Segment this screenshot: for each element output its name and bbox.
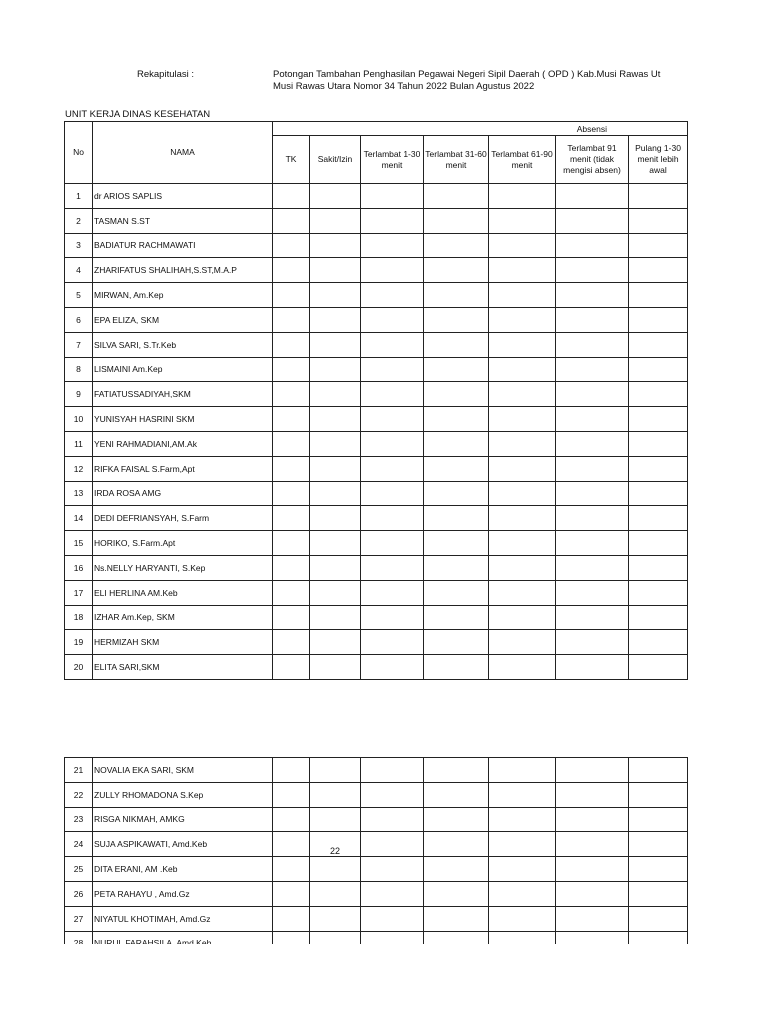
row-number: 9 xyxy=(65,382,93,407)
cell-t91 xyxy=(556,555,629,580)
cell-t31 xyxy=(424,456,489,481)
cell-t91 xyxy=(556,531,629,556)
cell-t91 xyxy=(556,283,629,308)
cell-pulang xyxy=(629,258,688,283)
row-number: 11 xyxy=(65,431,93,456)
col-header-no: No xyxy=(65,122,93,184)
cell-t61 xyxy=(489,605,556,630)
cell-tk xyxy=(273,555,310,580)
cell-t91 xyxy=(556,832,629,857)
row-number: 27 xyxy=(65,906,93,931)
cell-tk xyxy=(273,258,310,283)
row-number: 3 xyxy=(65,233,93,258)
table-row xyxy=(65,506,688,531)
cell-pulang xyxy=(629,857,688,882)
cell-tk xyxy=(273,407,310,432)
cell-tk xyxy=(273,184,310,209)
table-row xyxy=(65,481,688,506)
cell-t91 xyxy=(556,233,629,258)
cell-t1 xyxy=(361,555,424,580)
cell-tk xyxy=(273,233,310,258)
cell-t61 xyxy=(489,407,556,432)
cell-t91 xyxy=(556,481,629,506)
cell-t61 xyxy=(489,307,556,332)
row-name: YUNISYAH HASRINI SKM xyxy=(93,407,273,432)
table-row xyxy=(65,857,688,882)
table-body-page-1 xyxy=(65,184,688,680)
cell-t91 xyxy=(556,758,629,783)
col-header-absensi: Absensi xyxy=(273,122,688,136)
row-name: NOVALIA EKA SARI, SKM xyxy=(93,758,273,783)
cell-t91 xyxy=(556,258,629,283)
cell-t31 xyxy=(424,184,489,209)
cell-t31 xyxy=(424,407,489,432)
row-name: LISMAINI Am.Kep xyxy=(93,357,273,382)
table-row xyxy=(65,233,688,258)
row-name: DEDI DEFRIANSYAH, S.Farm xyxy=(93,506,273,531)
cell-t31 xyxy=(424,208,489,233)
cell-sakit xyxy=(310,580,361,605)
cell-pulang xyxy=(629,832,688,857)
row-name: MIRWAN, Am.Kep xyxy=(93,283,273,308)
cell-pulang xyxy=(629,807,688,832)
cell-sakit xyxy=(310,506,361,531)
table-row xyxy=(65,307,688,332)
cell-t1 xyxy=(361,382,424,407)
cell-sakit xyxy=(310,881,361,906)
cell-t91 xyxy=(556,630,629,655)
cell-t91 xyxy=(556,208,629,233)
cell-t31 xyxy=(424,307,489,332)
row-name: dr ARIOS SAPLIS xyxy=(93,184,273,209)
cell-tk xyxy=(273,531,310,556)
table-row xyxy=(65,580,688,605)
cell-pulang xyxy=(629,655,688,680)
cell-tk xyxy=(273,832,310,857)
cell-t61 xyxy=(489,857,556,882)
cell-t91 xyxy=(556,605,629,630)
cell-t61 xyxy=(489,258,556,283)
cell-t91 xyxy=(556,407,629,432)
cell-t1 xyxy=(361,407,424,432)
table-row xyxy=(65,332,688,357)
cell-t1 xyxy=(361,481,424,506)
cell-t1 xyxy=(361,807,424,832)
cell-tk xyxy=(273,382,310,407)
row-number: 12 xyxy=(65,456,93,481)
cell-tk xyxy=(273,807,310,832)
cell-t1 xyxy=(361,506,424,531)
table-row xyxy=(65,782,688,807)
cell-t91 xyxy=(556,357,629,382)
row-number: 1 xyxy=(65,184,93,209)
cell-t31 xyxy=(424,531,489,556)
row-number: 22 xyxy=(65,782,93,807)
cell-t1 xyxy=(361,184,424,209)
cell-t31 xyxy=(424,506,489,531)
cell-t31 xyxy=(424,382,489,407)
cell-t61 xyxy=(489,630,556,655)
cell-pulang xyxy=(629,881,688,906)
row-number: 18 xyxy=(65,605,93,630)
cell-t1 xyxy=(361,832,424,857)
cell-tk xyxy=(273,431,310,456)
cell-pulang xyxy=(629,332,688,357)
cell-t91 xyxy=(556,506,629,531)
row-number: 4 xyxy=(65,258,93,283)
cell-pulang xyxy=(629,782,688,807)
row-number: 16 xyxy=(65,555,93,580)
cell-tk xyxy=(273,481,310,506)
cell-t61 xyxy=(489,531,556,556)
cell-sakit xyxy=(310,233,361,258)
cell-t31 xyxy=(424,655,489,680)
cell-t61 xyxy=(489,832,556,857)
cell-t1 xyxy=(361,307,424,332)
table-body-page-2 xyxy=(65,758,688,956)
cell-t91 xyxy=(556,184,629,209)
cell-t91 xyxy=(556,807,629,832)
cell-sakit xyxy=(310,481,361,506)
cell-tk xyxy=(273,332,310,357)
cell-t31 xyxy=(424,782,489,807)
row-name: ELITA SARI,SKM xyxy=(93,655,273,680)
table-row xyxy=(65,758,688,783)
cell-t61 xyxy=(489,906,556,931)
cell-pulang xyxy=(629,481,688,506)
cell-t31 xyxy=(424,758,489,783)
col-header-pulang-awal: Pulang 1-30 menit lebih awal xyxy=(629,136,688,184)
cell-pulang xyxy=(629,506,688,531)
cell-t91 xyxy=(556,307,629,332)
cell-t61 xyxy=(489,357,556,382)
cell-sakit xyxy=(310,456,361,481)
cell-t91 xyxy=(556,906,629,931)
col-header-terlambat-1-30: Terlambat 1-30 menit xyxy=(361,136,424,184)
row-name: NIYATUL KHOTIMAH, Amd.Gz xyxy=(93,906,273,931)
cell-t1 xyxy=(361,655,424,680)
table-row xyxy=(65,431,688,456)
cell-sakit xyxy=(310,431,361,456)
cell-pulang xyxy=(629,630,688,655)
table-row xyxy=(65,382,688,407)
cell-pulang xyxy=(629,307,688,332)
cell-sakit xyxy=(310,258,361,283)
cell-t31 xyxy=(424,807,489,832)
col-header-terlambat-31-60: Terlambat 31-60 menit xyxy=(424,136,489,184)
cell-tk xyxy=(273,630,310,655)
cell-t1 xyxy=(361,258,424,283)
cell-t61 xyxy=(489,782,556,807)
cell-tk xyxy=(273,307,310,332)
row-name: YENI RAHMADIANI,AM.Ak xyxy=(93,431,273,456)
cell-t1 xyxy=(361,431,424,456)
cell-t61 xyxy=(489,456,556,481)
row-number: 10 xyxy=(65,407,93,432)
cell-tk xyxy=(273,857,310,882)
cell-t1 xyxy=(361,357,424,382)
cell-t1 xyxy=(361,630,424,655)
cell-t31 xyxy=(424,283,489,308)
cell-pulang xyxy=(629,208,688,233)
table-row xyxy=(65,655,688,680)
cell-pulang xyxy=(629,431,688,456)
table-row xyxy=(65,605,688,630)
cell-sakit xyxy=(310,283,361,308)
cell-t61 xyxy=(489,881,556,906)
table-row xyxy=(65,881,688,906)
cell-t1 xyxy=(361,456,424,481)
cell-t61 xyxy=(489,655,556,680)
row-name: RIFKA FAISAL S.Farm,Apt xyxy=(93,456,273,481)
row-number: 20 xyxy=(65,655,93,680)
row-number: 25 xyxy=(65,857,93,882)
row-name: ZHARIFATUS SHALIHAH,S.ST,M.A.P xyxy=(93,258,273,283)
row-name: IRDA ROSA AMG xyxy=(93,481,273,506)
document-title-line-2: Musi Rawas Utara Nomor 34 Tahun 2022 Bulan Agustus 2022 xyxy=(273,81,535,92)
cell-t61 xyxy=(489,233,556,258)
row-name: FATIATUSSADIYAH,SKM xyxy=(93,382,273,407)
cell-t31 xyxy=(424,906,489,931)
cell-t31 xyxy=(424,605,489,630)
cell-t91 xyxy=(556,782,629,807)
rekap-label: Rekapitulasi : xyxy=(137,69,195,80)
cell-t1 xyxy=(361,906,424,931)
row-number: 15 xyxy=(65,531,93,556)
cell-sakit xyxy=(310,630,361,655)
cell-sakit xyxy=(310,307,361,332)
cell-pulang xyxy=(629,357,688,382)
cell-t61 xyxy=(489,506,556,531)
cell-tk xyxy=(273,758,310,783)
col-header-sakit: Sakit/Izin xyxy=(310,136,361,184)
cell-sakit xyxy=(310,531,361,556)
cell-t91 xyxy=(556,332,629,357)
cell-t61 xyxy=(489,580,556,605)
cell-t91 xyxy=(556,857,629,882)
cell-sakit xyxy=(310,184,361,209)
col-header-tk: TK xyxy=(273,136,310,184)
cell-pulang xyxy=(629,456,688,481)
cell-t1 xyxy=(361,531,424,556)
row-name: ZULLY RHOMADONA S.Kep xyxy=(93,782,273,807)
cell-sakit xyxy=(310,357,361,382)
cell-t31 xyxy=(424,630,489,655)
row-number: 7 xyxy=(65,332,93,357)
cell-pulang xyxy=(629,580,688,605)
cell-tk xyxy=(273,605,310,630)
cell-t91 xyxy=(556,382,629,407)
cell-t1 xyxy=(361,580,424,605)
table-row xyxy=(65,283,688,308)
cell-t31 xyxy=(424,555,489,580)
cell-t61 xyxy=(489,382,556,407)
unit-label: UNIT KERJA DINAS KESEHATAN xyxy=(65,109,211,120)
cell-t91 xyxy=(556,431,629,456)
cell-t1 xyxy=(361,208,424,233)
row-name: HORIKO, S.Farm.Apt xyxy=(93,531,273,556)
table-row xyxy=(65,807,688,832)
row-number: 5 xyxy=(65,283,93,308)
table-row xyxy=(65,407,688,432)
row-name: HERMIZAH SKM xyxy=(93,630,273,655)
cell-pulang xyxy=(629,906,688,931)
cell-sakit xyxy=(310,857,361,882)
cell-t91 xyxy=(556,580,629,605)
cell-tk xyxy=(273,283,310,308)
row-name: EPA ELIZA, SKM xyxy=(93,307,273,332)
row-name: IZHAR Am.Kep, SKM xyxy=(93,605,273,630)
cell-tk xyxy=(273,655,310,680)
row-number: 2 xyxy=(65,208,93,233)
row-number: 8 xyxy=(65,357,93,382)
cell-t91 xyxy=(556,456,629,481)
cell-pulang xyxy=(629,184,688,209)
cell-t61 xyxy=(489,431,556,456)
row-number: 6 xyxy=(65,307,93,332)
cell-t31 xyxy=(424,258,489,283)
document-title-line-1: Potongan Tambahan Penghasilan Pegawai Negeri Sipil Daerah ( OPD ) Kab.Musi Rawas Ut xyxy=(273,69,661,80)
cell-sakit xyxy=(310,782,361,807)
attendance-table-page-1 xyxy=(64,121,688,680)
row-number: 17 xyxy=(65,580,93,605)
cell-sakit xyxy=(310,555,361,580)
cell-t61 xyxy=(489,481,556,506)
row-number: 24 xyxy=(65,832,93,857)
cell-pulang xyxy=(629,407,688,432)
cell-tk xyxy=(273,580,310,605)
table-row xyxy=(65,258,688,283)
row-number: 26 xyxy=(65,881,93,906)
row-number: 23 xyxy=(65,807,93,832)
row-name: ELI HERLINA AM.Keb xyxy=(93,580,273,605)
cell-t61 xyxy=(489,332,556,357)
table-row xyxy=(65,456,688,481)
table-row xyxy=(65,555,688,580)
row-name: DITA ERANI, AM .Keb xyxy=(93,857,273,882)
cell-t61 xyxy=(489,208,556,233)
cell-t31 xyxy=(424,431,489,456)
table-row xyxy=(65,531,688,556)
cell-pulang xyxy=(629,605,688,630)
col-header-terlambat-61-90: Terlambat 61-90 menit xyxy=(489,136,556,184)
cell-t1 xyxy=(361,758,424,783)
cell-pulang xyxy=(629,283,688,308)
cell-t91 xyxy=(556,881,629,906)
cell-tk xyxy=(273,208,310,233)
cell-sakit xyxy=(310,655,361,680)
row-name: SUJA ASPIKAWATI, Amd.Keb xyxy=(93,832,273,857)
cell-t61 xyxy=(489,184,556,209)
cell-sakit xyxy=(310,906,361,931)
cell-t31 xyxy=(424,857,489,882)
row-name: RISGA NIKMAH, AMKG xyxy=(93,807,273,832)
cell-t1 xyxy=(361,233,424,258)
cell-tk xyxy=(273,782,310,807)
cell-t1 xyxy=(361,605,424,630)
cell-sakit xyxy=(310,605,361,630)
cell-sakit: 22 xyxy=(310,832,361,857)
row-number: 13 xyxy=(65,481,93,506)
attendance-table-page-2 xyxy=(64,757,688,956)
cell-sakit xyxy=(310,807,361,832)
row-number: 19 xyxy=(65,630,93,655)
table-row xyxy=(65,630,688,655)
row-name: Ns.NELLY HARYANTI, S.Kep xyxy=(93,555,273,580)
cell-t1 xyxy=(361,881,424,906)
cell-sakit xyxy=(310,382,361,407)
cell-t1 xyxy=(361,857,424,882)
cell-t31 xyxy=(424,357,489,382)
col-header-terlambat-91: Terlambat 91 menit (tidak mengisi absen) xyxy=(556,136,629,184)
table-row xyxy=(65,184,688,209)
cell-t61 xyxy=(489,283,556,308)
cell-pulang xyxy=(629,531,688,556)
cell-sakit xyxy=(310,332,361,357)
cell-t31 xyxy=(424,580,489,605)
row-name: TASMAN S.ST xyxy=(93,208,273,233)
cell-t1 xyxy=(361,332,424,357)
table-row xyxy=(65,357,688,382)
cell-t1 xyxy=(361,283,424,308)
cell-pulang xyxy=(629,233,688,258)
cell-tk xyxy=(273,881,310,906)
table-row xyxy=(65,906,688,931)
cell-t31 xyxy=(424,832,489,857)
cell-t91 xyxy=(556,655,629,680)
cell-t31 xyxy=(424,332,489,357)
cell-t31 xyxy=(424,481,489,506)
cell-t61 xyxy=(489,807,556,832)
cell-tk xyxy=(273,456,310,481)
page-bottom-margin xyxy=(0,944,768,1024)
cell-t1 xyxy=(361,782,424,807)
table-row xyxy=(65,208,688,233)
cell-tk xyxy=(273,506,310,531)
cell-t31 xyxy=(424,233,489,258)
row-number: 21 xyxy=(65,758,93,783)
cell-sakit xyxy=(310,208,361,233)
table-row xyxy=(65,832,688,857)
cell-pulang xyxy=(629,555,688,580)
row-name: BADIATUR RACHMAWATI xyxy=(93,233,273,258)
row-number: 14 xyxy=(65,506,93,531)
cell-pulang xyxy=(629,382,688,407)
col-header-nama: NAMA xyxy=(93,122,273,184)
cell-pulang xyxy=(629,758,688,783)
row-name: PETA RAHAYU , Amd.Gz xyxy=(93,881,273,906)
cell-sakit xyxy=(310,407,361,432)
row-name: SILVA SARI, S.Tr.Keb xyxy=(93,332,273,357)
cell-t31 xyxy=(424,881,489,906)
cell-tk xyxy=(273,906,310,931)
cell-t61 xyxy=(489,758,556,783)
cell-sakit xyxy=(310,758,361,783)
cell-t61 xyxy=(489,555,556,580)
cell-tk xyxy=(273,357,310,382)
